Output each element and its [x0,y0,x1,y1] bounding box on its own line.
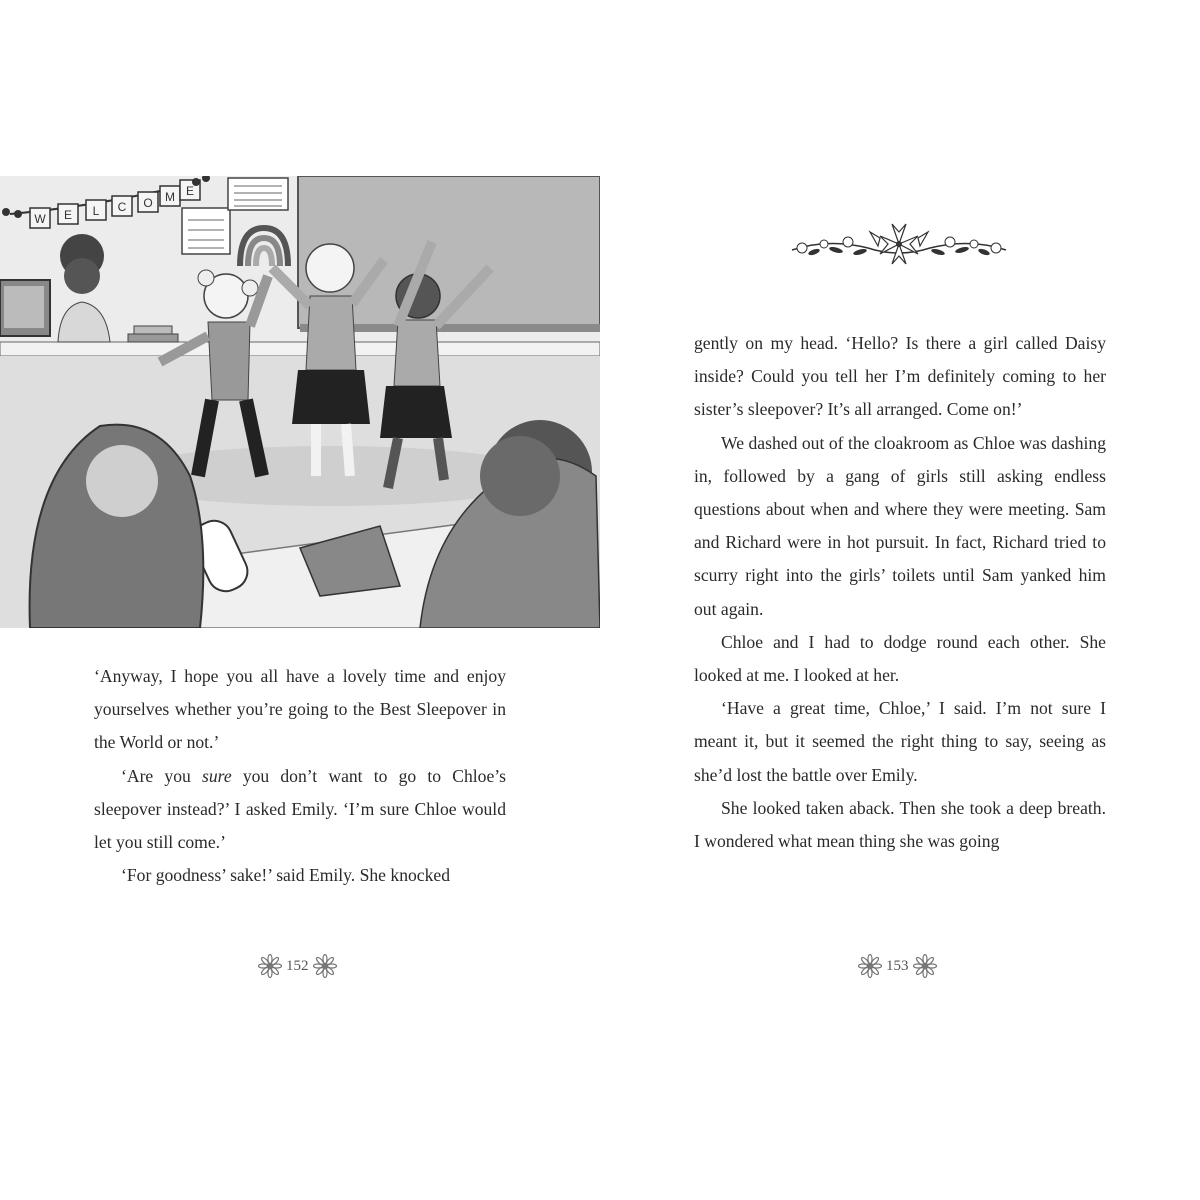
paragraph: gently on my head. ‘Hello? Is there a girl called Daisy inside? Could you tell her I’m definitely coming to her sister’s sleepover? It’s all arranged. Come on!’ [694,333,1106,420]
page-number: 152 [286,957,309,974]
classroom-illustration [0,176,600,628]
banner-letter: E [63,208,73,222]
daisy-flower-icon [313,954,337,978]
paragraph: Chloe and I had to dodge round each other. She looked at me. I looked at her. [694,631,1106,686]
daisy-flower-icon [913,954,937,978]
left-page-text [94,660,506,892]
daisy-flower-icon [258,954,282,978]
paragraph: ‘Anyway, I hope you all have a lovely time and enjoy yourselves whether you’re going to the Best Sleepover in the World or not.’ [94,666,506,753]
emphasis-text: sure [201,765,232,786]
banner-letter: O [143,196,153,210]
page-number-left [258,951,337,981]
banner-letter: E [185,184,195,198]
page-number-right [858,951,937,981]
floral-garland-icon [788,218,1010,270]
banner-letter: L [92,204,100,218]
paragraph: ‘For goodness’ sake!’ said Emily. She knocked [121,865,450,886]
paragraph: ‘Have a great time, Chloe,’ I said. I’m not sure I meant it, but it seemed the right thing to say, seeing as she’d lost the battle over Emily. [694,698,1106,785]
daisy-flower-icon [858,954,882,978]
right-page-text [694,327,1106,858]
paragraph-part: ‘Are you [121,765,202,786]
banner-letter: M [165,190,175,204]
paragraph: We dashed out of the cloakroom as Chloe was dashing in, followed by a gang of girls still asking endless questions about when and where they were meeting. Sam and Richard were in hot pursuit. In fact, Richard tried to scurry right into the girls’ toilets until Sam yanked him out again. [694,432,1106,619]
paragraph: She looked taken aback. Then she took a deep breath. I wondered what mean thing she was going [694,797,1106,852]
banner-letter: W [34,212,46,226]
paragraph [94,760,506,860]
paragraph-part: you don’t want to go to Chloe’s sleepover instead?’ I asked Emily. ‘I’m sure Chloe would let you still come.’ [94,765,506,853]
page-number: 153 [886,957,909,974]
banner-letter: C [117,200,127,214]
